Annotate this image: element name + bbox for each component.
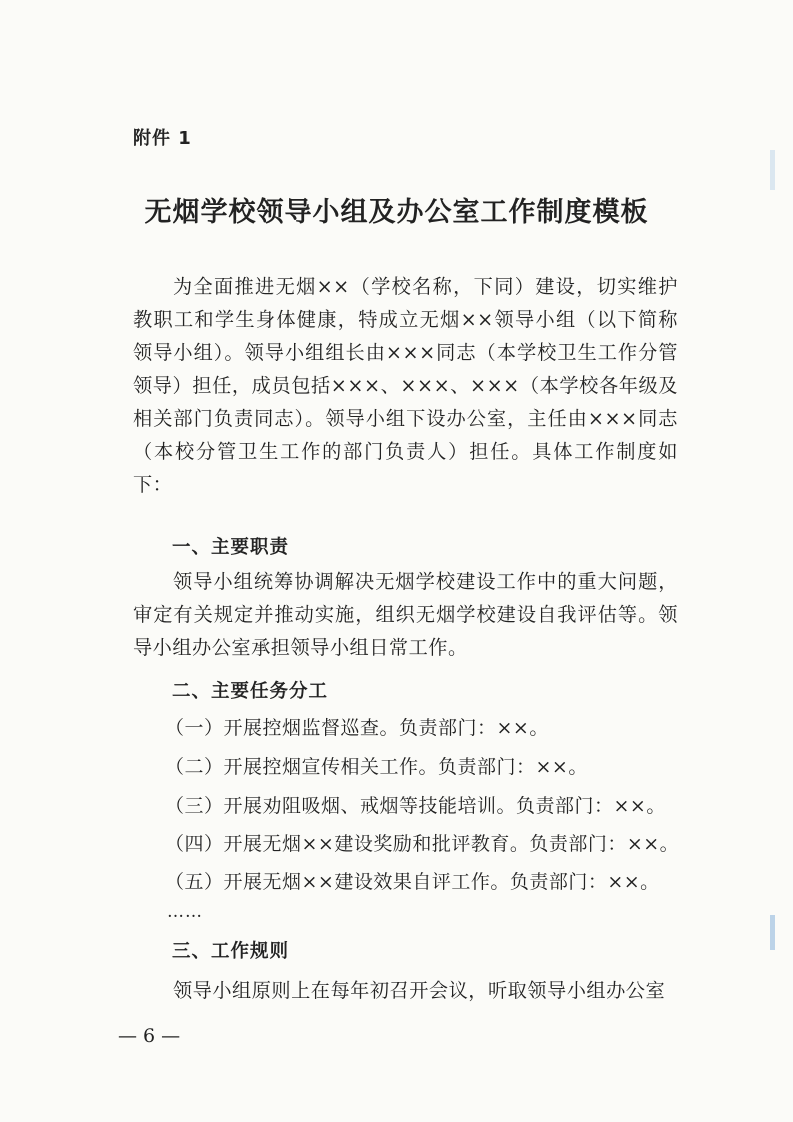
section-heading-2: 二、主要任务分工 — [172, 681, 329, 702]
document-title: 无烟学校领导小组及办公室工作制度模板 — [144, 197, 649, 228]
section-1-body: 领导小组统筹协调解决无烟学校建设工作中的重大问题，审定有关规定并推动实施，组织无烟学校建设自我评估等。领导小组办公室承担领导小组日常工作。 — [133, 570, 678, 659]
section-heading-1: 一、主要职责 — [172, 537, 290, 558]
task-item-4: （四）开展无烟××建设奖励和批评教育。负责部门：××。 — [165, 833, 680, 855]
ellipsis: …… — [167, 902, 203, 922]
scan-edge-mark — [770, 150, 775, 190]
task-item-2: （二）开展控烟宣传相关工作。负责部门：××。 — [165, 756, 588, 778]
attachment-label: 附件 1 — [133, 128, 192, 149]
task-item-5: （五）开展无烟××建设效果自评工作。负责部门：××。 — [165, 871, 660, 893]
section-heading-3: 三、工作规则 — [172, 941, 290, 962]
task-item-1: （一）开展控烟监督巡查。负责部门：××。 — [165, 717, 549, 739]
intro-paragraph: 为全面推进无烟××（学校名称，下同）建设，切实维护教职工和学生身体健康，特成立无烟××领导小组（以下简称领导小组）。领导小组组长由×××同志（本学校卫生工作分管领导）担任，成员包括×××、×××、×××（本学校各年级及相关部门负责同志）。领导小组下设办公室，主任由×××同志（本校分管卫生工作的部门负责人）担任。具体工作制度如下： — [133, 275, 678, 496]
section-3-body: 领导小组原则上在每年初召开会议，听取领导小组办公室 — [173, 979, 666, 1002]
page-number: — 6 — — [118, 1025, 181, 1047]
task-item-3: （三）开展劝阻吸烟、戒烟等技能培训。负责部门：××。 — [165, 795, 666, 817]
scan-edge-mark — [770, 915, 775, 950]
